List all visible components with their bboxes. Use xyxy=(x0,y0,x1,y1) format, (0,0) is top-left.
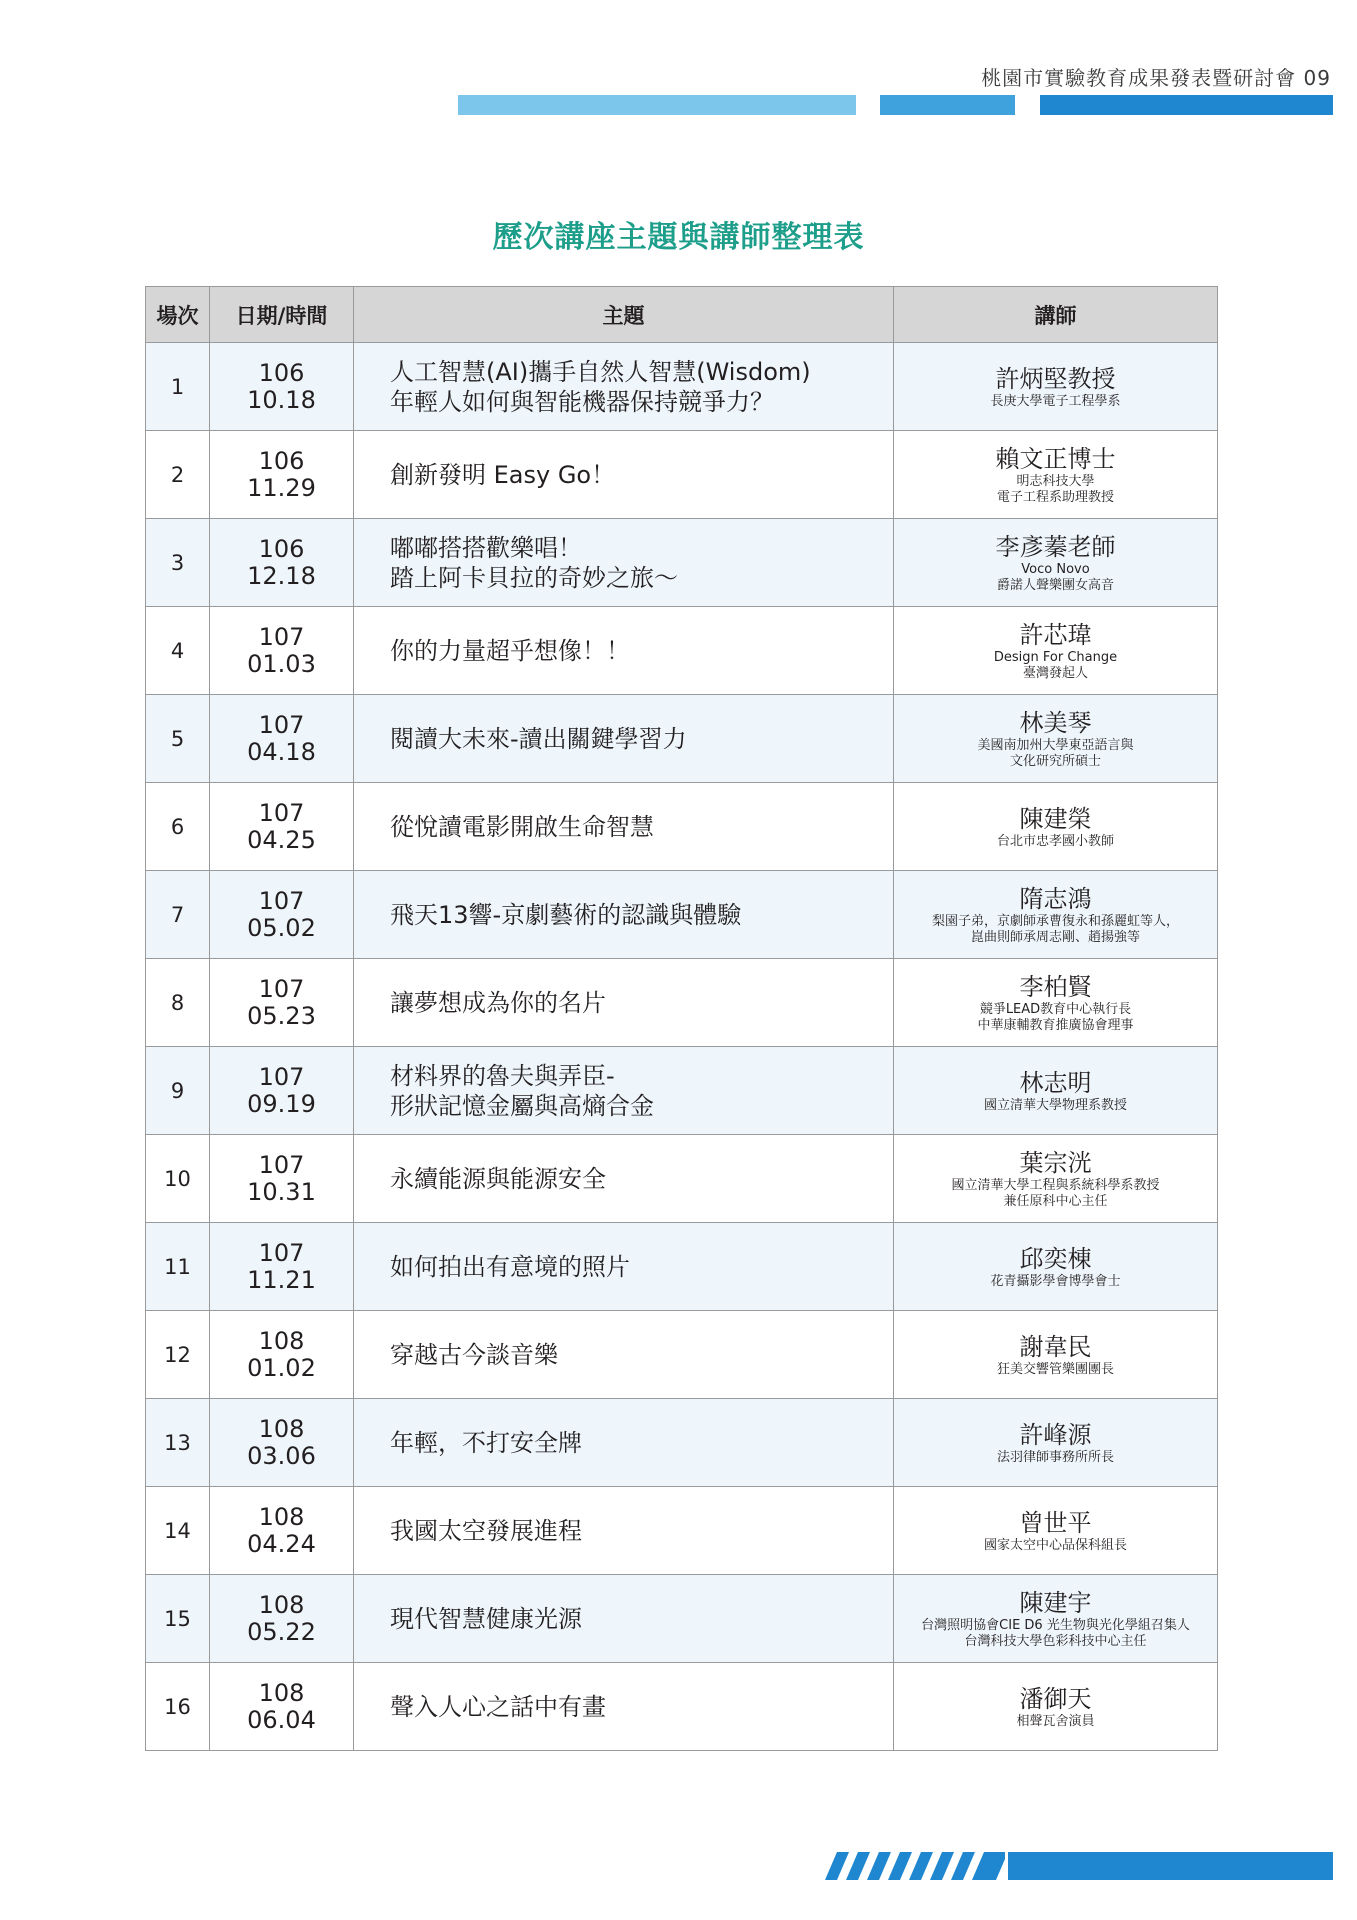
footer-stripe xyxy=(888,1852,912,1880)
date-year: 108 xyxy=(258,1590,305,1619)
table-header-row xyxy=(146,287,1218,343)
topic-line: 永續能源與能源安全 xyxy=(390,1164,606,1193)
session-date xyxy=(210,783,354,871)
speaker-name: 李柏賢 xyxy=(1019,972,1092,1001)
session-date xyxy=(210,1223,354,1311)
session-number: 7 xyxy=(146,871,210,959)
speaker-name: 潘御天 xyxy=(1019,1684,1092,1713)
speaker-affiliation: 中華康輔教育推廣協會理事 xyxy=(977,1017,1134,1033)
topic-line: 讓夢想成為你的名片 xyxy=(390,988,606,1017)
session-number: 10 xyxy=(146,1135,210,1223)
date-month-day: 01.02 xyxy=(247,1353,316,1382)
date-year: 107 xyxy=(258,798,305,827)
session-date xyxy=(210,431,354,519)
speaker-affiliation: 台灣照明協會CIE D6 光生物與光化學組召集人 xyxy=(921,1617,1190,1633)
session-speaker xyxy=(894,1399,1218,1487)
session-topic xyxy=(354,1487,894,1575)
session-date xyxy=(210,519,354,607)
footer-stripe xyxy=(951,1852,975,1880)
topic-line: 嘟嘟搭搭歡樂唱！ xyxy=(390,533,582,562)
speaker-name: 林美琴 xyxy=(1019,708,1092,737)
date-year: 108 xyxy=(258,1502,305,1531)
session-date xyxy=(210,1575,354,1663)
session-speaker xyxy=(894,1223,1218,1311)
speaker-affiliation: 國立清華大學工程與系統科學系教授 xyxy=(951,1177,1160,1193)
session-number: 16 xyxy=(146,1663,210,1751)
speaker-affiliation: Voco Novo xyxy=(1021,561,1090,577)
date-month-day: 10.18 xyxy=(247,385,316,414)
table-row xyxy=(146,959,1218,1047)
session-topic xyxy=(354,1135,894,1223)
topic-line: 穿越古今談音樂 xyxy=(390,1340,558,1369)
topic-line: 踏上阿卡貝拉的奇妙之旅～ xyxy=(390,563,678,592)
speaker-affiliation: 國家太空中心品保科組長 xyxy=(983,1537,1127,1553)
footer-stripe-decoration xyxy=(825,1852,1005,1880)
column-header-speaker: 講師 xyxy=(894,287,1218,343)
session-topic xyxy=(354,1311,894,1399)
header-accent-bar xyxy=(880,95,1015,115)
speaker-affiliation: 爵諾人聲樂團女高音 xyxy=(996,577,1114,593)
session-speaker xyxy=(894,519,1218,607)
speaker-affiliation: 狂美交響管樂團團長 xyxy=(996,1361,1114,1377)
date-year: 108 xyxy=(258,1678,305,1707)
topic-line: 我國太空發展進程 xyxy=(390,1516,582,1545)
session-number: 5 xyxy=(146,695,210,783)
topic-line: 現代智慧健康光源 xyxy=(390,1604,582,1633)
session-topic xyxy=(354,1575,894,1663)
table-row xyxy=(146,607,1218,695)
topic-line: 形狀記憶金屬與高熵合金 xyxy=(390,1091,654,1120)
footer-stripe xyxy=(972,1852,1005,1880)
session-topic xyxy=(354,871,894,959)
topic-line: 閱讀大未來-讀出關鍵學習力 xyxy=(390,724,687,753)
footer-stripe xyxy=(930,1852,954,1880)
session-topic xyxy=(354,431,894,519)
date-year: 108 xyxy=(258,1414,305,1443)
session-date xyxy=(210,1311,354,1399)
speaker-name: 曾世平 xyxy=(1019,1508,1092,1537)
speaker-affiliation: 台灣科技大學色彩科技中心主任 xyxy=(964,1633,1147,1649)
date-month-day: 11.29 xyxy=(247,473,316,502)
table-row xyxy=(146,1047,1218,1135)
speaker-name: 許炳堅教授 xyxy=(995,364,1116,393)
table-row xyxy=(146,343,1218,431)
session-number: 13 xyxy=(146,1399,210,1487)
date-year: 107 xyxy=(258,1150,305,1179)
date-year: 107 xyxy=(258,1062,305,1091)
date-month-day: 09.19 xyxy=(247,1089,316,1118)
column-header-session: 場次 xyxy=(146,287,210,343)
footer-stripe xyxy=(909,1852,933,1880)
speaker-affiliation: 法羽律師事務所所長 xyxy=(996,1449,1114,1465)
session-date xyxy=(210,1135,354,1223)
table-row xyxy=(146,1487,1218,1575)
date-year: 106 xyxy=(258,358,305,387)
session-date xyxy=(210,959,354,1047)
session-number: 1 xyxy=(146,343,210,431)
date-month-day: 11.21 xyxy=(247,1265,316,1294)
session-speaker xyxy=(894,1575,1218,1663)
session-number: 9 xyxy=(146,1047,210,1135)
topic-line: 人工智慧(AI)攜手自然人智慧(Wisdom) xyxy=(390,357,811,386)
lecture-table xyxy=(145,286,1218,1751)
session-speaker xyxy=(894,607,1218,695)
header-accent-bar xyxy=(458,95,856,115)
speaker-name: 邱奕棟 xyxy=(1019,1244,1092,1273)
session-topic xyxy=(354,1399,894,1487)
table-row xyxy=(146,1311,1218,1399)
session-speaker xyxy=(894,343,1218,431)
speaker-name: 李彥蓁老師 xyxy=(995,532,1116,561)
session-speaker xyxy=(894,959,1218,1047)
session-date xyxy=(210,695,354,783)
session-number: 15 xyxy=(146,1575,210,1663)
session-speaker xyxy=(894,1487,1218,1575)
session-speaker xyxy=(894,1135,1218,1223)
session-date xyxy=(210,607,354,695)
speaker-affiliation: 兼任原科中心主任 xyxy=(1003,1193,1108,1209)
header-accent-bar xyxy=(1040,95,1333,115)
session-number: 11 xyxy=(146,1223,210,1311)
date-year: 106 xyxy=(258,446,305,475)
date-year: 107 xyxy=(258,1238,305,1267)
date-month-day: 01.03 xyxy=(247,649,316,678)
session-speaker xyxy=(894,1663,1218,1751)
date-year: 107 xyxy=(258,886,305,915)
date-month-day: 03.06 xyxy=(247,1441,316,1470)
table-row xyxy=(146,783,1218,871)
speaker-affiliation: 美國南加州大學東亞語言與 xyxy=(977,737,1134,753)
date-month-day: 05.02 xyxy=(247,913,316,942)
session-date xyxy=(210,1487,354,1575)
session-topic xyxy=(354,1223,894,1311)
topic-line: 聲入人心之話中有畫 xyxy=(390,1692,606,1721)
footer-stripe xyxy=(825,1852,849,1880)
speaker-affiliation: 國立清華大學物理系教授 xyxy=(983,1097,1127,1113)
table-row xyxy=(146,1223,1218,1311)
table-row xyxy=(146,695,1218,783)
speaker-affiliation: 花青攝影學會博學會士 xyxy=(990,1273,1121,1289)
date-month-day: 06.04 xyxy=(247,1705,316,1734)
footer-stripe xyxy=(867,1852,891,1880)
page-title: 歷次講座主題與講師整理表 xyxy=(492,220,865,255)
table-row xyxy=(146,431,1218,519)
session-topic xyxy=(354,695,894,783)
running-header: 桃園市實驗教育成果發表暨研討會 09 xyxy=(981,66,1331,90)
session-number: 4 xyxy=(146,607,210,695)
date-month-day: 04.25 xyxy=(247,825,316,854)
session-number: 6 xyxy=(146,783,210,871)
speaker-name: 許芯瑋 xyxy=(1019,620,1092,649)
date-month-day: 04.18 xyxy=(247,737,316,766)
column-header-topic: 主題 xyxy=(354,287,894,343)
table-row xyxy=(146,1135,1218,1223)
date-year: 107 xyxy=(258,622,305,651)
session-number: 2 xyxy=(146,431,210,519)
date-year: 107 xyxy=(258,710,305,739)
speaker-affiliation: 文化研究所碩士 xyxy=(1009,753,1101,769)
speaker-affiliation: 台北市忠孝國小教師 xyxy=(996,833,1114,849)
session-date xyxy=(210,343,354,431)
speaker-name: 謝韋民 xyxy=(1019,1332,1092,1361)
session-topic xyxy=(354,783,894,871)
speaker-name: 許峰源 xyxy=(1019,1420,1092,1449)
speaker-name: 林志明 xyxy=(1019,1068,1092,1097)
table-row xyxy=(146,519,1218,607)
session-date xyxy=(210,1047,354,1135)
table-row xyxy=(146,1663,1218,1751)
session-topic xyxy=(354,1047,894,1135)
speaker-name: 陳建榮 xyxy=(1019,804,1092,833)
session-topic xyxy=(354,343,894,431)
session-speaker xyxy=(894,695,1218,783)
session-topic xyxy=(354,959,894,1047)
session-topic xyxy=(354,607,894,695)
date-year: 107 xyxy=(258,974,305,1003)
table-row xyxy=(146,1399,1218,1487)
date-year: 106 xyxy=(258,534,305,563)
speaker-affiliation: 臺灣發起人 xyxy=(1022,665,1088,681)
table-body xyxy=(146,343,1218,1751)
footer-accent-bar xyxy=(1008,1852,1333,1880)
session-speaker xyxy=(894,431,1218,519)
speaker-affiliation: 競爭LEAD教育中心執行長 xyxy=(979,1001,1132,1017)
session-speaker xyxy=(894,871,1218,959)
date-month-day: 05.23 xyxy=(247,1001,316,1030)
speaker-name: 葉宗洸 xyxy=(1019,1148,1092,1177)
session-speaker xyxy=(894,1047,1218,1135)
session-date xyxy=(210,1399,354,1487)
speaker-affiliation: 梨園子弟，京劇師承曹復永和孫麗虹等人， xyxy=(931,913,1179,929)
footer-stripe xyxy=(846,1852,870,1880)
speaker-affiliation: 長庚大學電子工程學系 xyxy=(990,393,1121,409)
speaker-name: 隋志鴻 xyxy=(1019,884,1092,913)
date-month-day: 12.18 xyxy=(247,561,316,590)
date-month-day: 04.24 xyxy=(247,1529,316,1558)
session-topic xyxy=(354,519,894,607)
speaker-name: 陳建宇 xyxy=(1019,1588,1092,1617)
speaker-name: 賴文正博士 xyxy=(995,444,1116,473)
session-number: 3 xyxy=(146,519,210,607)
date-year: 108 xyxy=(258,1326,305,1355)
session-date xyxy=(210,871,354,959)
session-speaker xyxy=(894,1311,1218,1399)
topic-line: 你的力量超乎想像！！ xyxy=(390,636,630,665)
topic-line: 從悅讀電影開啟生命智慧 xyxy=(390,812,654,841)
session-speaker xyxy=(894,783,1218,871)
speaker-affiliation: 電子工程系助理教授 xyxy=(996,489,1114,505)
date-month-day: 10.31 xyxy=(247,1177,316,1206)
column-header-date: 日期/時間 xyxy=(210,287,354,343)
speaker-affiliation: 相聲瓦舍演員 xyxy=(1016,1713,1095,1729)
topic-line: 創新發明 Easy Go！ xyxy=(390,460,616,489)
session-number: 14 xyxy=(146,1487,210,1575)
session-number: 12 xyxy=(146,1311,210,1399)
session-date xyxy=(210,1663,354,1751)
speaker-affiliation: Design For Change xyxy=(993,649,1118,665)
topic-line: 年輕，不打安全牌 xyxy=(390,1428,582,1457)
topic-line: 飛天13響-京劇藝術的認識與體驗 xyxy=(390,900,742,929)
table-row xyxy=(146,871,1218,959)
table-row xyxy=(146,1575,1218,1663)
session-number: 8 xyxy=(146,959,210,1047)
date-month-day: 05.22 xyxy=(247,1617,316,1646)
speaker-affiliation: 明志科技大學 xyxy=(1016,473,1095,489)
topic-line: 年輕人如何與智能機器保持競爭力？ xyxy=(390,387,774,416)
topic-line: 材料界的魯夫與弄臣- xyxy=(390,1061,615,1090)
session-topic xyxy=(354,1663,894,1751)
speaker-affiliation: 崑曲則師承周志剛、趙揚強等 xyxy=(970,929,1140,945)
topic-line: 如何拍出有意境的照片 xyxy=(390,1252,630,1281)
